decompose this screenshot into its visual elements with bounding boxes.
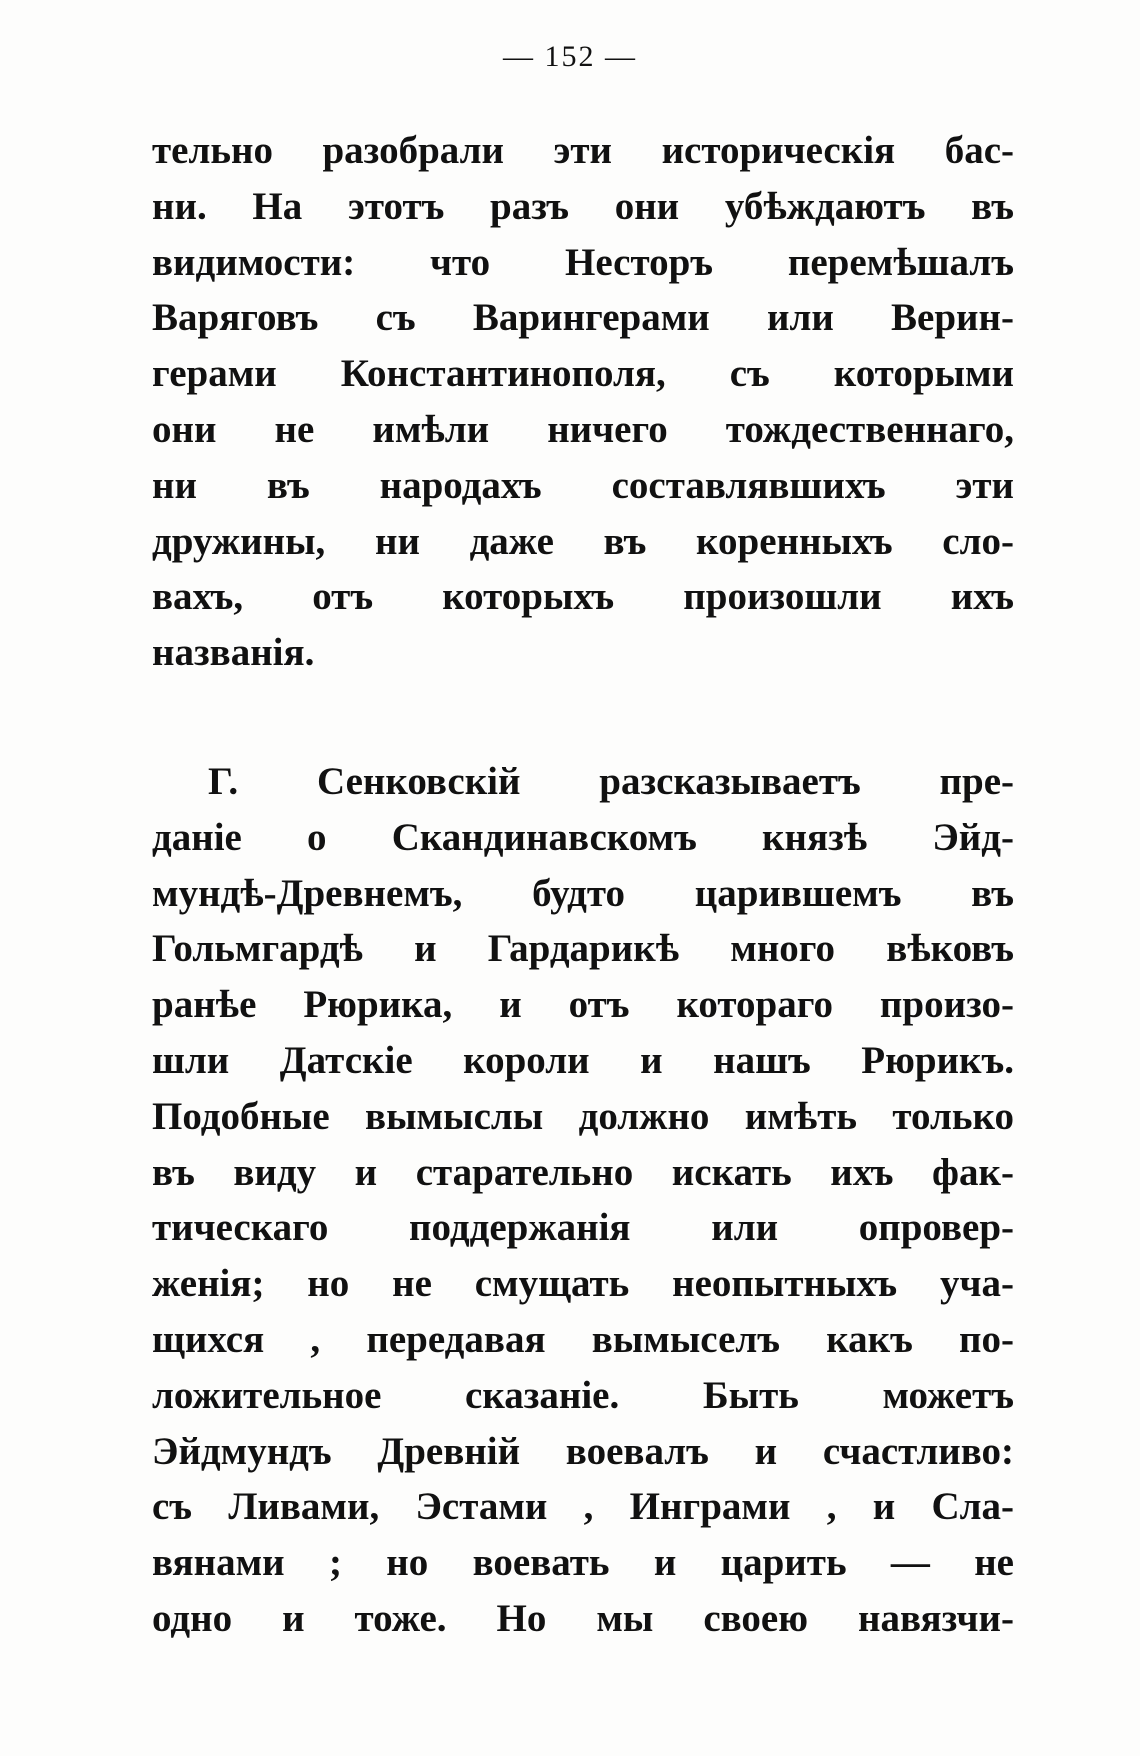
text-line: ранѣе Рюрика, и отъ котораго произо-	[152, 983, 1014, 1027]
text-line: вахъ, отъ которыхъ произошли ихъ	[152, 575, 1014, 619]
paragraph-1	[152, 123, 1014, 681]
text-line: Гольмгардѣ и Гардарикѣ много вѣковъ	[152, 927, 1014, 971]
text-line: ни въ народахъ составлявшихъ эти	[152, 463, 1014, 507]
text-line: Г. Сенковскій разсказываетъ пре-	[208, 760, 1014, 803]
text-line: шли Датскіе короли и нашъ Рюрикъ.	[152, 1038, 1014, 1082]
text-line: Подобные вымыслы должно имѣть только	[152, 1094, 1014, 1138]
text-line: ложительное сказаніе. Быть можетъ	[152, 1373, 1014, 1417]
text-line: они не имѣли ничего тождественнаго,	[152, 407, 1014, 451]
text-line: герами Константинополя, съ которыми	[152, 352, 1014, 396]
text-line: даніе о Скандинавскомъ князѣ Эйд-	[152, 815, 1014, 859]
text-line: мундѣ-Древнемъ, будто царившемъ въ	[152, 871, 1014, 915]
text-line: видимости: что Несторъ перемѣшалъ	[152, 240, 1014, 284]
text-line: ни. На этотъ разъ они убѣждаютъ въ	[152, 184, 1014, 228]
text-line: щихся , передавая вымыселъ какъ по-	[152, 1317, 1014, 1361]
text-line: Эйдмундъ Древній воевалъ и счастливо:	[152, 1429, 1014, 1473]
text-line: женія; но не смущать неопытныхъ уча-	[152, 1262, 1014, 1306]
text-line: Варяговъ съ Варингерами или Верин-	[152, 296, 1014, 340]
text-line: съ Ливами, Эстами , Инграми , и Сла-	[152, 1485, 1014, 1529]
page-number: — 152 —	[503, 40, 637, 73]
text-line: въ виду и старательно искать ихъ фак-	[152, 1150, 1014, 1194]
text-line: одно и тоже. Но мы своею навязчи-	[152, 1596, 1014, 1640]
text-line: тельно разобрали эти историческія бас-	[152, 129, 1014, 172]
paragraph-2	[152, 754, 1014, 1647]
text-line: дружины, ни даже въ коренныхъ сло-	[152, 519, 1014, 563]
text-line: тическаго поддержанія или опровер-	[152, 1206, 1014, 1250]
text-line: названія.	[152, 631, 315, 675]
text-line: вянами ; но воевать и царить — не	[152, 1541, 1014, 1585]
